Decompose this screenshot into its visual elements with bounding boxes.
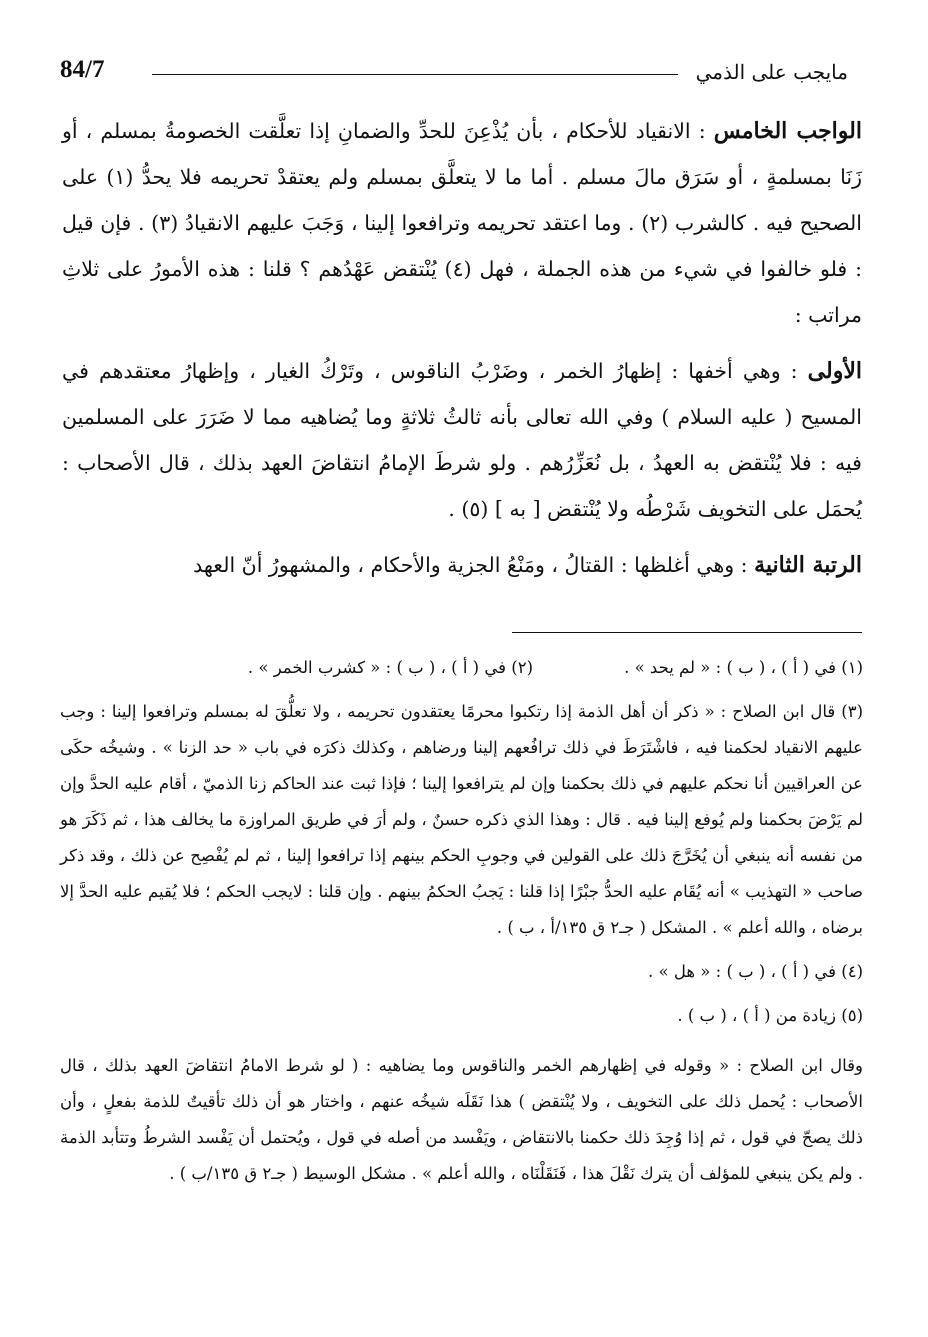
- footnotes: [60, 648, 863, 1192]
- paragraph-second-rank: [62, 542, 862, 588]
- footnote-row: [60, 648, 863, 688]
- footnote-separator: [512, 632, 862, 633]
- footnote-5: (٥) زيادة من ( أ ) ، ( ب ) .: [677, 1006, 863, 1025]
- paragraph-body: : الانقياد للأحكام ، بأن يُذْعِنَ للحدِّ والضمانِ إذا تعلَّقت الخصومةُ بمسلم ، أو زَنَا بمسلمةٍ ، أو سَرَق مالَ مسلم . أما ما لا يتعلَّق بمسلم ولم يعتقدْ تحريمه فلا يحدُّ (١) على الصحيح فيه . كالشرب (٢) . وما اعتقد تحريمه وترافعوا إلينا ، وَجَبَ عليهم الانقيادُ (٣) . فإن قيل : فلو خالفوا في شيء من هذه الجملة ، فهل (٤) يُنْتقض عَهْدُهم ؟ قلنا : هذه الأمورُ على ثلاثِ مراتب :: [62, 119, 863, 327]
- footnote-3: (٣) قال ابن الصلاح : « ذكر أن أهل الذمة إذا رتكبوا محرمًا يعتقدون تحريمه ، ولا تعلُّقَ له بمسلم وترافعوا إلينا : وجب عليهم الانقياد لحكمنا فيه ، فاشْتَرَطَ في ذلك ترافُعهم إلينا ورضاهم ، وكذلك ذكرَه في باب « حد الزنا » . وشيخُه حكَى عن العراقيين أنا نحكم عليهم في ذلك بحكمنا وإن لم يترافعوا إلينا ؛ فإذا ثبت عند الحاكم زنا الذميّ ، أقام عليه الحدَّ وإن لم يَرْضَ بحكمنا ولم يُوفع إلينا فيه . قال : وهذا الذي ذكره حسنٌ ، ولم أرَ في طريق المراوزة ما يخالف هذا ، ثم ذَكَرَ هو من نفسه أنه ينبغي أن يُخَرَّجَ ذلك على القولين في وجوبِ الحكم بينهم إذا ترافعوا إلينا ، ثم لم يُفْصِح عن ذلك ، وقد ذكر صاحب « التهذيب » أنه يُقَام عليه الحدُّ جبْرًا إذا قلنا : يَجبُ الحكمُ بينهم . وإن قلنا : لايجب الحكم ؛ فلا يُقيم عليه الحدَّ إلا برضاه ، والله أعلم » . المشكل ( جـ٢ ق ١٣٥/أ ، ب ) .: [60, 702, 863, 937]
- footnote-1: (١) في ( أ ) ، ( ب ) : « لم يحد » .: [624, 658, 863, 677]
- footnote-4: (٤) في ( أ ) ، ( ب ) : « هل » .: [648, 962, 863, 981]
- header-rule: [152, 74, 678, 75]
- paragraph-first-rank: [62, 348, 862, 532]
- footnote-continuation: وقال ابن الصلاح : « وقوله في إظهارهم الخمر والناقوس وما يضاهيه : ( لو شرط الامامُ انتقاضَ العهد بذلك ، قال الأصحاب : يُحمل ذلك على التخويف ، ولا يُنْتقض ) هذا نَقَلَه شيخُه عنهم ، واختار هو أن ذلك تأقيتٌ للذمة بفعلٍ ، وأن ذلك يصحّ في قول ، ثم إذا وُجِدَ ذلك حكمنا بالانتقاض ، ويَفْسد من أصله في قول ، ويُحتمل أن يَفْسد الشرطُ وتتأبد الذمة . ولم يكن ينبغي للمؤلف أن يترك نَقْلَ هذا ، فَنَقَلْنَاه ، والله أعلم » . مشكل الوسيط ( جـ٢ ق ١٣٥/ب ) .: [60, 1056, 863, 1183]
- paragraph-heading: الأولى: [807, 358, 862, 384]
- paragraph-heading: الواجب الخامس: [713, 118, 862, 144]
- page-number: 84/7: [60, 56, 105, 83]
- running-title: مايجب على الذمي: [695, 60, 848, 84]
- paragraph-body: : وهي أغلظها : القتالُ ، ومَنْعُ الجزية والأحكام ، والمشهورُ أنّ العهد: [193, 553, 748, 577]
- page-header: [60, 56, 848, 96]
- paragraph-fifth-duty: [62, 108, 862, 338]
- paragraph-heading: الرتبة الثانية: [754, 552, 862, 578]
- main-text: [62, 108, 862, 588]
- paragraph-body: : وهي أخفها : إظهارُ الخمر ، وضَرْبُ الناقوس ، وتَرْكُ الغيار ، وإظهارُ معتقدهم في المسيح ( عليه السلام ) وفي الله تعالى بأنه ثالثُ ثلاثةٍ وما يُضاهيه مما لا ضَرَرَ على المسلمين فيه : فلا يُنْتقض به العهدُ ، بل نُعَزِّرُهم . ولو شرطَ الإمامُ انتقاضَ العهد بذلك ، قال الأصحاب : يُحمَل على التخويف شَرْطُه ولا يُنْتقض [ به ] (٥) .: [62, 359, 862, 521]
- footnote-2: (٢) في ( أ ) ، ( ب ) : « كشرب الخمر » .: [247, 658, 533, 677]
